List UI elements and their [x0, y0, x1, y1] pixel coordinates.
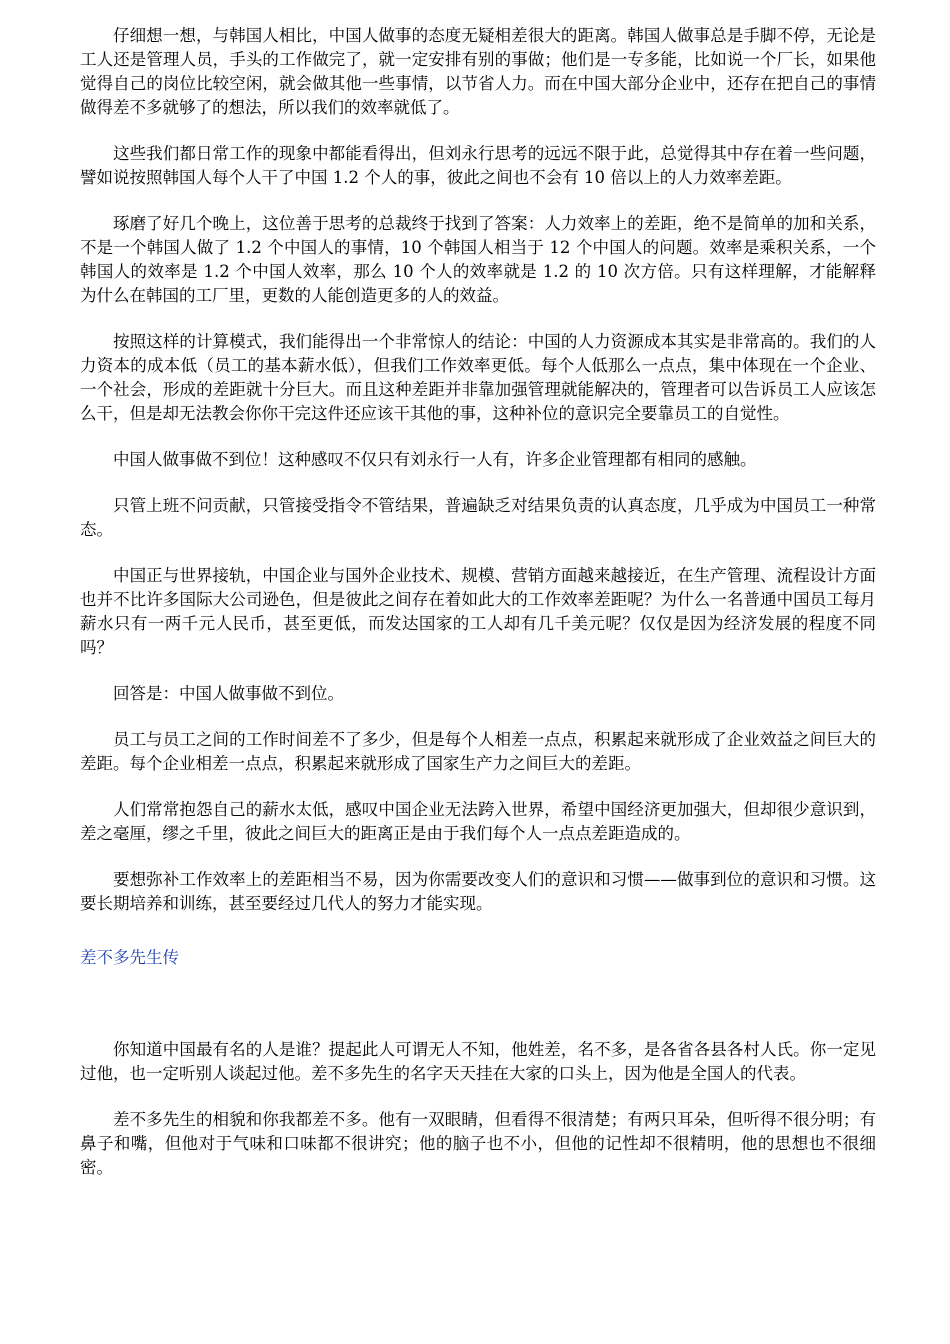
section-heading: 差不多先生传 [80, 948, 179, 967]
paragraph: 这些我们都日常工作的现象中都能看得出，但刘永行思考的远远不限于此，总觉得其中存在着一些问题，譬如说按照韩国人每个人干了中国 1.2 个人的事，彼此之间也不会有 10 倍以上的人力效率差距。 [80, 144, 876, 187]
paragraph: 中国正与世界接轨，中国企业与国外企业技术、规模、营销方面越来越接近，在生产管理、流程设计方面也并不比许多国际大公司逊色，但是彼此之间存在着如此大的工作效率差距呢？为什么一名普通中国员工每月薪水只有一两千元人民币，甚至更低，而发达国家的工人却有几千美元呢？仅仅是因为经济发展的程度不同吗？ [80, 566, 876, 657]
paragraph: 回答是：中国人做事做不到位。 [113, 684, 344, 703]
paragraph: 要想弥补工作效率上的差距相当不易，因为你需要改变人们的意识和习惯——做事到位的意识和习惯。这要长期培养和训练，甚至要经过几代人的努力才能实现。 [80, 870, 876, 913]
paragraph: 仔细想一想，与韩国人相比，中国人做事的态度无疑相差很大的距离。韩国人做事总是手脚不停，无论是工人还是管理人员，手头的工作做完了，就一定安排有别的事做；他们是一专多能，比如说一个厂长，如果他觉得自己的岗位比较空闲，就会做其他一些事情，以节省人力。而在中国大部分企业中，还存在把自己的事情做得差不多就够了的想法，所以我们的效率就低了。 [80, 26, 876, 117]
paragraph: 中国人做事做不到位！这种感叹不仅只有刘永行一人有，许多企业管理都有相同的感触。 [113, 450, 757, 469]
paragraph: 人们常常抱怨自己的薪水太低，感叹中国企业无法跨入世界，希望中国经济更加强大，但却很少意识到，差之毫厘，缪之千里，彼此之间巨大的距离正是由于我们每个人一点点差距造成的。 [80, 800, 876, 843]
document-page [80, 24, 876, 1202]
paragraph: 你知道中国最有名的人是谁？提起此人可谓无人不知，他姓差，名不多，是各省各县各村人氏。你一定见过他，也一定听别人谈起过他。差不多先生的名字天天挂在大家的口头上，因为他是全国人的代表。 [80, 1040, 876, 1083]
paragraph: 差不多先生的相貌和你我都差不多。他有一双眼睛，但看得不很清楚；有两只耳朵，但听得不很分明；有鼻子和嘴，但他对于气味和口味都不很讲究；他的脑子也不小，但他的记性却不很精明，他的思想也不很细密。 [80, 1110, 876, 1177]
paragraph: 琢磨了好几个晚上，这位善于思考的总裁终于找到了答案：人力效率上的差距，绝不是简单的加和关系，不是一个韩国人做了 1.2 个中国人的事情，10 个韩国人相当于 12 个中国人的问题。效率是乘积关系，一个韩国人的效率是 1.2 个中国人效率，那么 10 个人的效率就是 1.2 的 10 次方倍。只有这样理解，才能解释为什么在韩国的工厂里，更数的人能创造更多的人的效益。 [80, 214, 876, 305]
paragraph: 只管上班不问贡献，只管接受指令不管结果，普遍缺乏对结果负责的认真态度，几乎成为中国员工一种常态。 [80, 496, 876, 539]
paragraph: 按照这样的计算模式，我们能得出一个非常惊人的结论：中国的人力资源成本其实是非常高的。我们的人力资本的成本低（员工的基本薪水低），但我们工作效率更低。每个人低那么一点点，集中体现在一个企业、一个社会，形成的差距就十分巨大。而且这种差距并非靠加强管理就能解决的，管理者可以告诉员工人应该怎么干，但是却无法教会你你干完这件还应该干其他的事，这种补位的意识完全要靠员工的自觉性。 [80, 332, 876, 423]
spacer [80, 970, 876, 1038]
paragraph: 员工与员工之间的工作时间差不了多少，但是每个人相差一点点，积累起来就形成了企业效益之间巨大的差距。每个企业相差一点点，积累起来就形成了国家生产力之间巨大的差距。 [80, 730, 876, 773]
